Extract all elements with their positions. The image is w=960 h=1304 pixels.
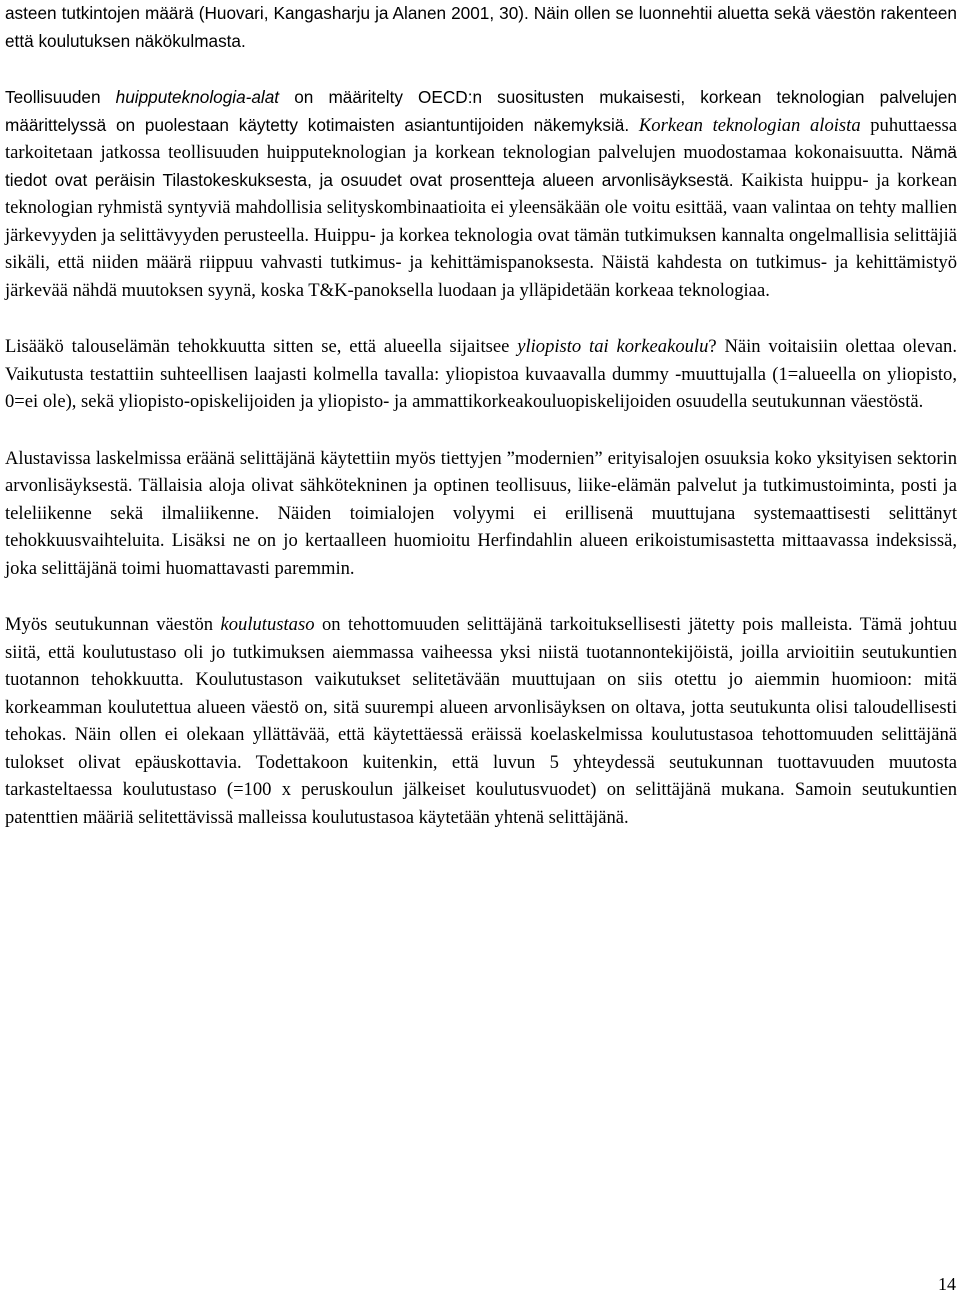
paragraph-1	[5, 0, 957, 55]
paragraph-3	[5, 333, 957, 416]
text-run: Lisääkö talouselämän tehokkuutta sitten se, että alueella sijaitsee	[5, 336, 518, 357]
text-run: Alustavissa laskelmissa eräänä selittäjänä käytettiin myös tiettyjen ”modernien” erityisalojen osuuksia koko yksityisen sektorin arvonlisäyksestä. Tällaisia aloja olivat sähkötekninen ja optinen teollisuus, liike-elämän palvelut ja tutkimustoiminta, posti ja teleliikenne sekä ilmaliikenne. Näiden toimialojen volyymi ei erillisenä muuttujana systemaattisesti selittänyt tehokkuusvaihteluita. Lisäksi ne on jo kertaalleen huomioitu Herfindahlin alueen erikoistumisastetta mittaavassa indeksissä, joka selittäjänä toimi huomattavasti paremmin.	[5, 447, 957, 579]
emphasis-text: huipputeknologia-alat	[115, 87, 280, 107]
emphasis-text: yliopisto tai korkeakoulu	[517, 336, 709, 357]
text-run: Kaikista huippu- ja korkean teknologian ryhmistä syntyviä mahdollisia selityskombinaatioita ei yleensäkään ole voitu esittää, vaan valintaa on tehty mallien järkevyyden ja selittävyyden perusteella. Huippu- ja korkea teknologia ovat tämän tutkimuksen kannalta ongelmallisia selittäjiä sikäli, että niiden määrä riippuu vahvasti tutkimus- ja kehittämispanoksesta. Näistä kahdesta on tutkimus- ja kehittämistyö järkevää nähdä muutoksen syynä, koska T&K-panoksella luodaan ja ylläpidetään korkeaa teknologiaa.	[5, 169, 957, 301]
emphasis-text: koulutustaso	[220, 614, 315, 635]
paragraph-2	[5, 84, 957, 304]
text-run: on määritelty OECD:n suositusten mukaisesti, korkean teknologian palvelujen määrittelyssä on puolestaan käytetty kotimaisten asiantuntijoiden näkemyksiä.	[5, 87, 957, 135]
document-page	[5, 0, 957, 831]
text-run: asteen tutkintojen määrä (Huovari, Kangasharju ja Alanen 2001, 30). Näin ollen se luonnehtii aluetta sekä väestön rakenteen että koulutuksen näkökulmasta.	[5, 3, 957, 51]
text-run: puhuttaessa tarkoitetaan jatkossa teollisuuden huipputeknologian ja korkean teknologian palvelujen muodostamaa kokonaisuutta.	[5, 114, 958, 163]
emphasis-text: Korkean teknologian aloista	[638, 114, 861, 136]
text-run: ? Näin voitaisiin olettaa olevan. Vaikutusta testattiin suhteellisen laajasti kolmella tavalla: yliopistoa kuvaavalla dummy -muuttujalla (1=alueella on yliopisto, 0=ei ole), sekä yliopisto-opiskelijoiden ja yliopisto- ja ammattikorkeakouluopiskelijoiden osuudella seutukunnan väestöstä.	[5, 336, 958, 412]
paragraph-4	[5, 445, 957, 583]
text-run: on tehottomuuden selittäjänä tarkoituksellisesti jätetty pois malleista. Tämä johtuu siitä, että koulutustaso oli jo tutkimuksen aiemmassa vaiheessa yksi niistä tuotannontekijöistä, joilla arvioitiin seutukuntien tuotannon tehokkuutta. Koulutustason vaikutukset selitetävään muuttujaan on siis otettu jo aiemmin huomioon: mitä korkeamman koulutettua alueen väestö on, sitä suurempi alueen arvonlisäyksen on oltava, jotta seutukunta olisi taloudellisesti tehokas. Näin ollen ei olekaan yllättävää, että käytettäessä eräissä koelaskelmissa koulutustasoa tehottomuuden selittäjänä tulokset olivat epäuskottavia. Todettakoon kuitenkin, että luvun 5 yhteydessä seutukunnan tuottavuuden muutosta tarkasteltaessa koulutustaso (=100 x peruskoulun jälkeiset koulutusvuodet) on selittäjänä mukana. Samoin seutukuntien patenttien määriä selitettävissä malleissa koulutustasoa käytetään yhtenä selittäjänä.	[5, 614, 957, 828]
page-number: 14	[938, 1274, 956, 1294]
paragraph-5	[5, 611, 957, 831]
text-run: Nämä tiedot ovat peräisin Tilastokeskuksesta, ja osuudet ovat prosentteja alueen arvonlisäyksestä.	[5, 142, 957, 190]
text-run: Teollisuuden	[5, 87, 116, 107]
text-run: Myös seutukunnan väestön	[5, 614, 221, 635]
